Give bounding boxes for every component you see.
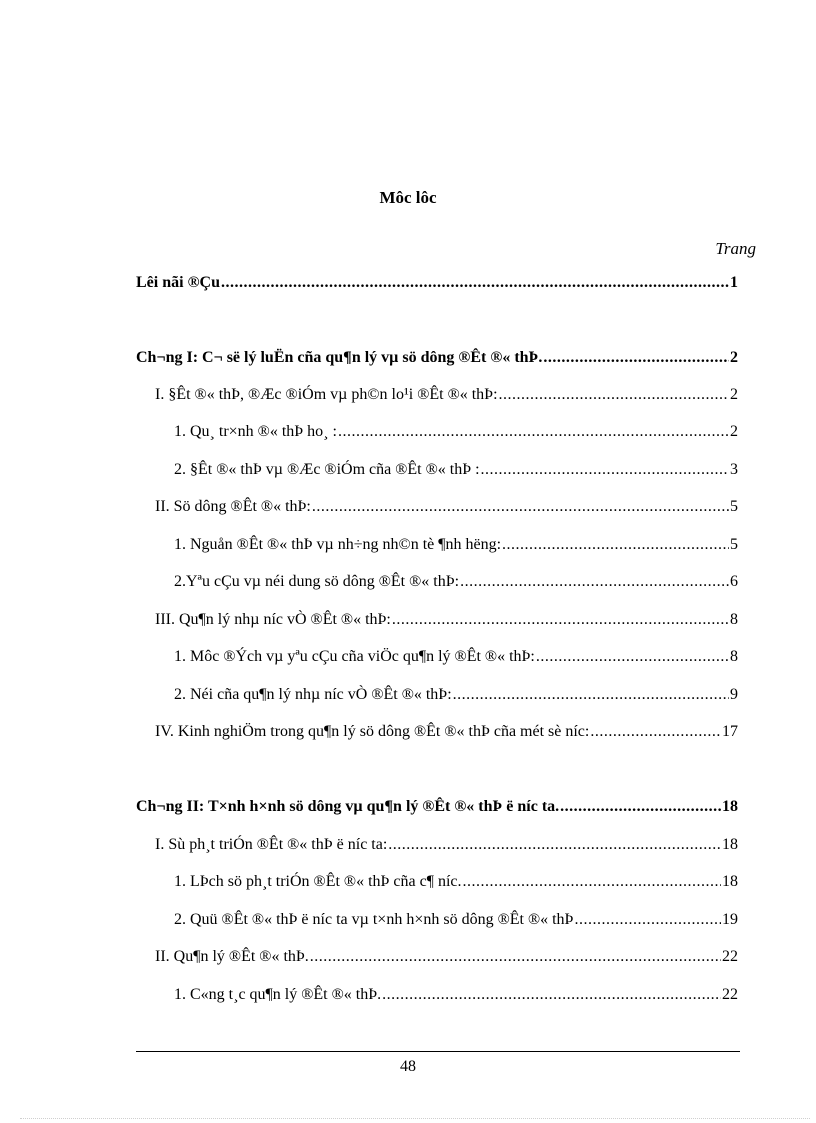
toc-entry-page: 1 — [730, 274, 738, 291]
leader-dots — [392, 611, 729, 629]
toc-entry-text: 1. LÞch sö ph¸t triÓn ®Êt ®« thÞ cña c¶ níc. — [174, 873, 462, 890]
toc-entry-text: 2.Yªu cÇu vµ néi dung sö dông ®Êt ®« thÞ: — [174, 573, 460, 590]
leader-dots — [536, 648, 729, 666]
toc-entry-text: II. Qu¶n lý ®Êt ®« thÞ. — [155, 948, 309, 965]
toc-entry-page: 18 — [722, 873, 738, 890]
leader-dots — [221, 274, 729, 292]
toc-entry-page: 17 — [722, 723, 738, 740]
toc-entry-page: 6 — [730, 573, 738, 590]
leader-dots — [499, 386, 729, 404]
toc-entry-page: 8 — [730, 611, 738, 628]
toc-entry-section — [155, 836, 738, 858]
page-edge-dots — [20, 1118, 810, 1119]
toc-entry-section — [155, 948, 738, 970]
toc-entry-text: II. Sö dông ®Êt ®« thÞ: — [155, 498, 311, 515]
leader-dots — [481, 461, 729, 479]
toc-entry-text: 1. Môc ®Ých vµ yªu cÇu cña viÖc qu¶n lý ®Êt ®« thÞ: — [174, 648, 535, 665]
toc-entry-section — [155, 611, 738, 633]
toc-entry-text: 1. Nguån ®Êt ®« thÞ vµ nh÷ng nh©n tè ¶nh hëng: — [174, 536, 502, 553]
toc-entry-text: I. Sù ph¸t triÓn ®Êt ®« thÞ ë níc ta: — [155, 836, 388, 853]
toc-entry-page: 22 — [722, 986, 738, 1003]
toc-entry-subsection — [174, 873, 738, 895]
page-column-label: Trang — [715, 239, 756, 258]
toc-entry-text: IV. Kinh nghiÖm trong qu¶n lý sö dông ®Êt ®« thÞ cña mét sè níc: — [155, 723, 590, 740]
leader-dots — [310, 948, 721, 966]
leader-dots — [574, 911, 721, 929]
leader-dots — [388, 836, 721, 854]
toc-entry-text: 1. Qu¸ tr×nh ®« thÞ ho¸ : — [174, 423, 337, 440]
toc-entry-text: 2. Néi cña qu¶n lý nhµ níc vÒ ®Êt ®« thÞ: — [174, 686, 452, 703]
toc-entry-page: 18 — [722, 798, 738, 815]
toc-entry-subsection — [174, 686, 738, 708]
toc-title: Môc lôc — [379, 188, 437, 207]
toc-entry-section — [155, 723, 738, 745]
toc-entry-text: 1. C«ng t¸c qu¶n lý ®Êt ®« thÞ. — [174, 986, 382, 1003]
leader-dots — [463, 873, 721, 891]
toc-entry-page: 18 — [722, 836, 738, 853]
toc-entry-text: 2. §Êt ®« thÞ vµ ®Æc ®iÓm cña ®Êt ®« thÞ : — [174, 461, 480, 478]
toc-entry-text: Lêi nãi ®Çu — [136, 274, 220, 291]
page-number: 48 — [400, 1058, 416, 1075]
leader-dots — [338, 423, 729, 441]
toc-entry-text: 2. Quü ®Êt ®« thÞ ë níc ta vµ t×nh h×nh sö dông ®Êt ®« thÞ — [174, 911, 574, 928]
leader-dots — [543, 349, 729, 367]
toc-entry-subsection — [174, 986, 738, 1008]
leader-dots — [453, 686, 729, 704]
toc-entry-subsection — [174, 911, 738, 933]
toc-entry-page: 2 — [730, 423, 738, 440]
footer-divider — [136, 1051, 740, 1052]
leader-dots — [382, 986, 721, 1004]
toc-entry-page: 2 — [730, 349, 738, 366]
toc-entry-page: 8 — [730, 648, 738, 665]
toc-entry-subsection — [174, 573, 738, 595]
toc-entry-page: 22 — [722, 948, 738, 965]
leader-dots — [590, 723, 721, 741]
toc-entry-intro — [136, 274, 738, 296]
toc-entry-text: I. §Êt ®« thÞ, ®Æc ®iÓm vµ ph©n lo¹i ®Êt ®« thÞ: — [155, 386, 498, 403]
toc-entry-subsection — [174, 423, 738, 445]
toc-entry-subsection — [174, 648, 738, 670]
toc-entry-page: 5 — [730, 536, 738, 553]
toc-entry-section — [155, 386, 738, 408]
toc-entry-page: 2 — [730, 386, 738, 403]
toc-entry-section — [155, 498, 738, 520]
leader-dots — [460, 573, 729, 591]
leader-dots — [502, 536, 729, 554]
toc-entry-page: 3 — [730, 461, 738, 478]
toc-entry-page: 9 — [730, 686, 738, 703]
toc-entry-text: Ch¬ng II: T×nh h×nh sö dông vµ qu¶n lý ®Êt ®« thÞ ë níc ta. — [136, 798, 560, 815]
toc-entry-subsection — [174, 536, 738, 558]
toc-entry-text: III. Qu¶n lý nhµ níc vÒ ®Êt ®« thÞ: — [155, 611, 391, 628]
toc-entry-text: Ch¬ng I: C¬ së lý luËn cña qu¶n lý vµ sö dông ®Êt ®« thÞ. — [136, 349, 543, 366]
leader-dots — [312, 498, 729, 516]
toc-entry-chapter-1 — [136, 349, 738, 371]
toc-entry-page: 19 — [722, 911, 738, 928]
leader-dots — [560, 798, 721, 816]
toc-entry-subsection — [174, 461, 738, 483]
toc-entry-chapter-2 — [136, 798, 738, 820]
toc-entry-page: 5 — [730, 498, 738, 515]
